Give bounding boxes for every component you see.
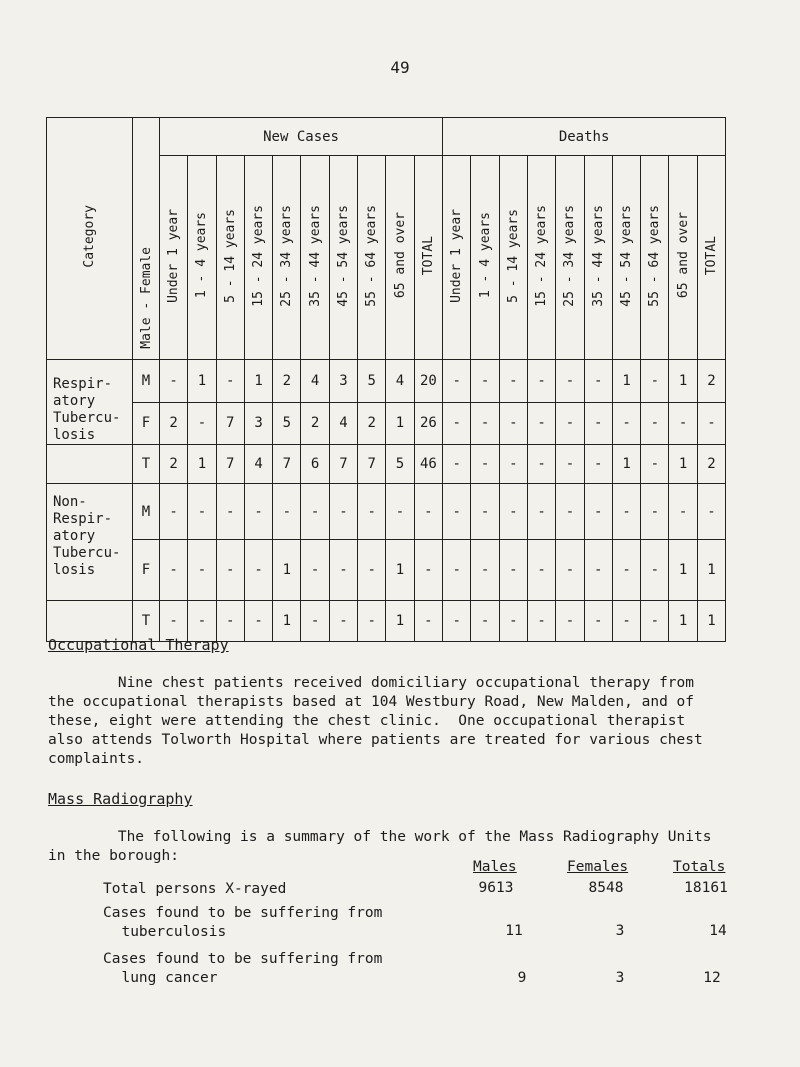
table-cell: 2 xyxy=(697,445,725,484)
sex-cell: F xyxy=(133,402,160,445)
totals-header: Totals xyxy=(673,859,726,875)
table-cell: - xyxy=(641,601,669,642)
table-cell: - xyxy=(443,360,471,403)
table-cell: 4 xyxy=(244,445,272,484)
table-cell: - xyxy=(556,360,584,403)
table-cell: 1 xyxy=(612,360,640,403)
table-cell: - xyxy=(414,484,442,540)
age-header: 45 - 54 years xyxy=(329,156,357,360)
totals-value: 14 xyxy=(709,923,727,939)
category-cell: Respir- atory Tubercu- losis xyxy=(47,360,133,445)
mass-radiography-intro xyxy=(48,828,756,866)
table-cell: 1 xyxy=(273,601,301,642)
females-value: 3 xyxy=(615,970,625,986)
table-cell: 4 xyxy=(301,360,329,403)
sex-header: Male - Female xyxy=(138,247,154,349)
table-cell: - xyxy=(160,484,188,540)
occupational-therapy-paragraph xyxy=(48,674,756,769)
table-cell: - xyxy=(414,601,442,642)
table-cell: - xyxy=(471,445,499,484)
table-cell: - xyxy=(499,540,527,601)
category-header-cell xyxy=(47,118,133,360)
table-cell: - xyxy=(471,540,499,601)
table-cell: - xyxy=(528,402,556,445)
males-value: 9613 xyxy=(478,880,514,896)
age-header: 1 - 4 years xyxy=(471,156,499,360)
table-cell: - xyxy=(528,540,556,601)
paragraph-line: complaints. xyxy=(48,751,145,767)
age-header: 1 - 4 years xyxy=(188,156,216,360)
age-header: 65 and over xyxy=(669,156,697,360)
table-cell: - xyxy=(556,402,584,445)
table-cell: - xyxy=(471,484,499,540)
table-cell: 2 xyxy=(358,402,386,445)
table-cell: - xyxy=(641,484,669,540)
table-cell: - xyxy=(188,402,216,445)
table-cell: - xyxy=(443,540,471,601)
table-cell: - xyxy=(188,601,216,642)
table-cell: - xyxy=(216,484,244,540)
table-cell: - xyxy=(584,601,612,642)
table-cell: 2 xyxy=(160,402,188,445)
table-cell: 5 xyxy=(386,445,414,484)
paragraph-line: in the borough: xyxy=(48,848,179,864)
table-cell: - xyxy=(301,484,329,540)
table-cell: - xyxy=(414,540,442,601)
table-cell: - xyxy=(358,601,386,642)
age-header: 65 and over xyxy=(386,156,414,360)
table-cell: - xyxy=(329,484,357,540)
table-cell: 1 xyxy=(386,540,414,601)
table-cell: - xyxy=(244,601,272,642)
table-cell: - xyxy=(244,484,272,540)
table-cell: - xyxy=(499,601,527,642)
table-cell: - xyxy=(443,601,471,642)
table-cell: 46 xyxy=(414,445,442,484)
males-header: Males xyxy=(473,859,517,875)
table-cell: 2 xyxy=(160,445,188,484)
table-cell: 2 xyxy=(273,360,301,403)
table-cell: 7 xyxy=(216,445,244,484)
row-label: Cases found to be suffering from tuberculosis xyxy=(103,905,383,940)
table-cell: - xyxy=(471,601,499,642)
occupational-therapy-title: Occupational Therapy xyxy=(48,636,229,654)
sex-cell: T xyxy=(133,445,160,484)
table-cell: 1 xyxy=(188,360,216,403)
table-cell: - xyxy=(499,445,527,484)
table-cell: - xyxy=(499,402,527,445)
age-header: Under 1 year xyxy=(160,156,188,360)
age-header: 35 - 44 years xyxy=(584,156,612,360)
females-value: 8548 xyxy=(588,880,624,896)
table-cell: - xyxy=(584,360,612,403)
table-cell: - xyxy=(216,540,244,601)
age-header: 5 - 14 years xyxy=(216,156,244,360)
females-header: Females xyxy=(567,859,629,875)
table-cell: - xyxy=(528,484,556,540)
table-cell: 1 xyxy=(386,601,414,642)
table-cell: - xyxy=(641,360,669,403)
table-cell: 1 xyxy=(669,601,697,642)
row-label: Total persons X-rayed xyxy=(103,881,287,897)
age-header: 15 - 24 years xyxy=(528,156,556,360)
tuberculosis-table xyxy=(46,117,726,642)
sex-cell: M xyxy=(133,484,160,540)
table-cell: - xyxy=(188,484,216,540)
table-cell: 1 xyxy=(669,445,697,484)
table-cell: - xyxy=(471,360,499,403)
table-cell: - xyxy=(556,445,584,484)
males-value: 9 xyxy=(517,970,527,986)
deaths-header: Deaths xyxy=(443,118,726,156)
table-cell: - xyxy=(584,402,612,445)
table-cell: - xyxy=(556,540,584,601)
table-cell: - xyxy=(160,360,188,403)
table-cell: - xyxy=(612,601,640,642)
table-cell: 4 xyxy=(329,402,357,445)
table-cell: 1 xyxy=(612,445,640,484)
category-header: Category xyxy=(82,205,97,268)
table-cell: - xyxy=(443,445,471,484)
table-cell: - xyxy=(528,360,556,403)
table-cell: - xyxy=(528,445,556,484)
age-header: 25 - 34 years xyxy=(273,156,301,360)
age-header: TOTAL xyxy=(697,156,725,360)
table-cell: - xyxy=(443,484,471,540)
table-cell: - xyxy=(697,402,725,445)
table-cell: - xyxy=(641,445,669,484)
age-header: Under 1 year xyxy=(443,156,471,360)
table-cell: 5 xyxy=(358,360,386,403)
table-cell: - xyxy=(584,445,612,484)
males-value: 11 xyxy=(505,923,523,939)
category-cell: Non- Respir- atory Tubercu- losis xyxy=(47,484,133,601)
table-cell: - xyxy=(669,402,697,445)
row-label: Cases found to be suffering from lung cancer xyxy=(103,951,383,986)
table-cell: - xyxy=(584,484,612,540)
table-cell: 1 xyxy=(273,540,301,601)
paragraph-line: the occupational therapists based at 104 Westbury Road, New Malden, and of xyxy=(48,694,695,710)
table-row xyxy=(47,484,726,540)
age-header: 55 - 64 years xyxy=(641,156,669,360)
table-cell: - xyxy=(160,540,188,601)
table-row xyxy=(47,402,726,445)
table-cell: - xyxy=(499,484,527,540)
table-cell: - xyxy=(301,540,329,601)
category-cell-empty xyxy=(47,445,133,484)
table-cell: 2 xyxy=(301,402,329,445)
sex-cell: M xyxy=(133,360,160,403)
table-cell: - xyxy=(528,601,556,642)
paragraph-line: The following is a summary of the work of the Mass Radiography Units xyxy=(48,829,712,845)
table-cell: - xyxy=(160,601,188,642)
table-cell: - xyxy=(358,540,386,601)
age-header: 15 - 24 years xyxy=(244,156,272,360)
table-cell: - xyxy=(499,360,527,403)
table-cell: - xyxy=(244,540,272,601)
table-cell: - xyxy=(669,484,697,540)
table-cell: 1 xyxy=(697,540,725,601)
table-cell: - xyxy=(612,484,640,540)
table-cell: 1 xyxy=(697,601,725,642)
table-cell: 1 xyxy=(244,360,272,403)
table-row xyxy=(47,540,726,601)
table-cell: - xyxy=(188,540,216,601)
table-cell: 7 xyxy=(329,445,357,484)
table-cell: - xyxy=(612,540,640,601)
table-cell: 1 xyxy=(188,445,216,484)
table-cell: - xyxy=(386,484,414,540)
sex-header-cell xyxy=(133,118,160,360)
table-cell: - xyxy=(471,402,499,445)
table-cell: - xyxy=(216,360,244,403)
table-cell: - xyxy=(329,601,357,642)
table-cell: - xyxy=(556,484,584,540)
table-row xyxy=(47,360,726,403)
table-cell: 26 xyxy=(414,402,442,445)
new-cases-header: New Cases xyxy=(160,118,443,156)
age-header: 45 - 54 years xyxy=(612,156,640,360)
table-cell: 5 xyxy=(273,402,301,445)
paragraph-line: also attends Tolworth Hospital where patients are treated for various chest xyxy=(48,732,703,748)
age-header: 25 - 34 years xyxy=(556,156,584,360)
table-cell: - xyxy=(641,540,669,601)
table-cell: - xyxy=(697,484,725,540)
totals-value: 12 xyxy=(703,970,721,986)
paragraph-line: these, eight were attending the chest clinic. One occupational therapist xyxy=(48,713,686,729)
sex-cell: F xyxy=(133,540,160,601)
mass-radiography-title: Mass Radiography xyxy=(48,790,193,808)
sex-cell: T xyxy=(133,601,160,642)
table-cell: - xyxy=(273,484,301,540)
table-cell: - xyxy=(443,402,471,445)
table-cell: 2 xyxy=(697,360,725,403)
table-cell: 4 xyxy=(386,360,414,403)
table-cell: - xyxy=(329,540,357,601)
table-cell: - xyxy=(301,601,329,642)
table-cell: 7 xyxy=(216,402,244,445)
age-header: 55 - 64 years xyxy=(358,156,386,360)
table-cell: - xyxy=(641,402,669,445)
page-number: 49 xyxy=(390,58,410,77)
females-value: 3 xyxy=(615,923,625,939)
table-cell: - xyxy=(358,484,386,540)
age-header: 35 - 44 years xyxy=(301,156,329,360)
table-cell: 20 xyxy=(414,360,442,403)
totals-value: 18161 xyxy=(684,880,728,896)
table-cell: 3 xyxy=(329,360,357,403)
age-header: 5 - 14 years xyxy=(499,156,527,360)
table-cell: - xyxy=(556,601,584,642)
table-cell: - xyxy=(216,601,244,642)
table-cell: 7 xyxy=(273,445,301,484)
table-cell: 1 xyxy=(669,360,697,403)
table-cell: - xyxy=(612,402,640,445)
table-cell: 3 xyxy=(244,402,272,445)
table-row xyxy=(47,445,726,484)
age-header: TOTAL xyxy=(414,156,442,360)
table-cell: 1 xyxy=(669,540,697,601)
table-cell: 1 xyxy=(386,402,414,445)
table-cell: - xyxy=(584,540,612,601)
table-cell: 7 xyxy=(358,445,386,484)
paragraph-line: Nine chest patients received domiciliary occupational therapy from xyxy=(48,675,695,691)
table-cell: 6 xyxy=(301,445,329,484)
